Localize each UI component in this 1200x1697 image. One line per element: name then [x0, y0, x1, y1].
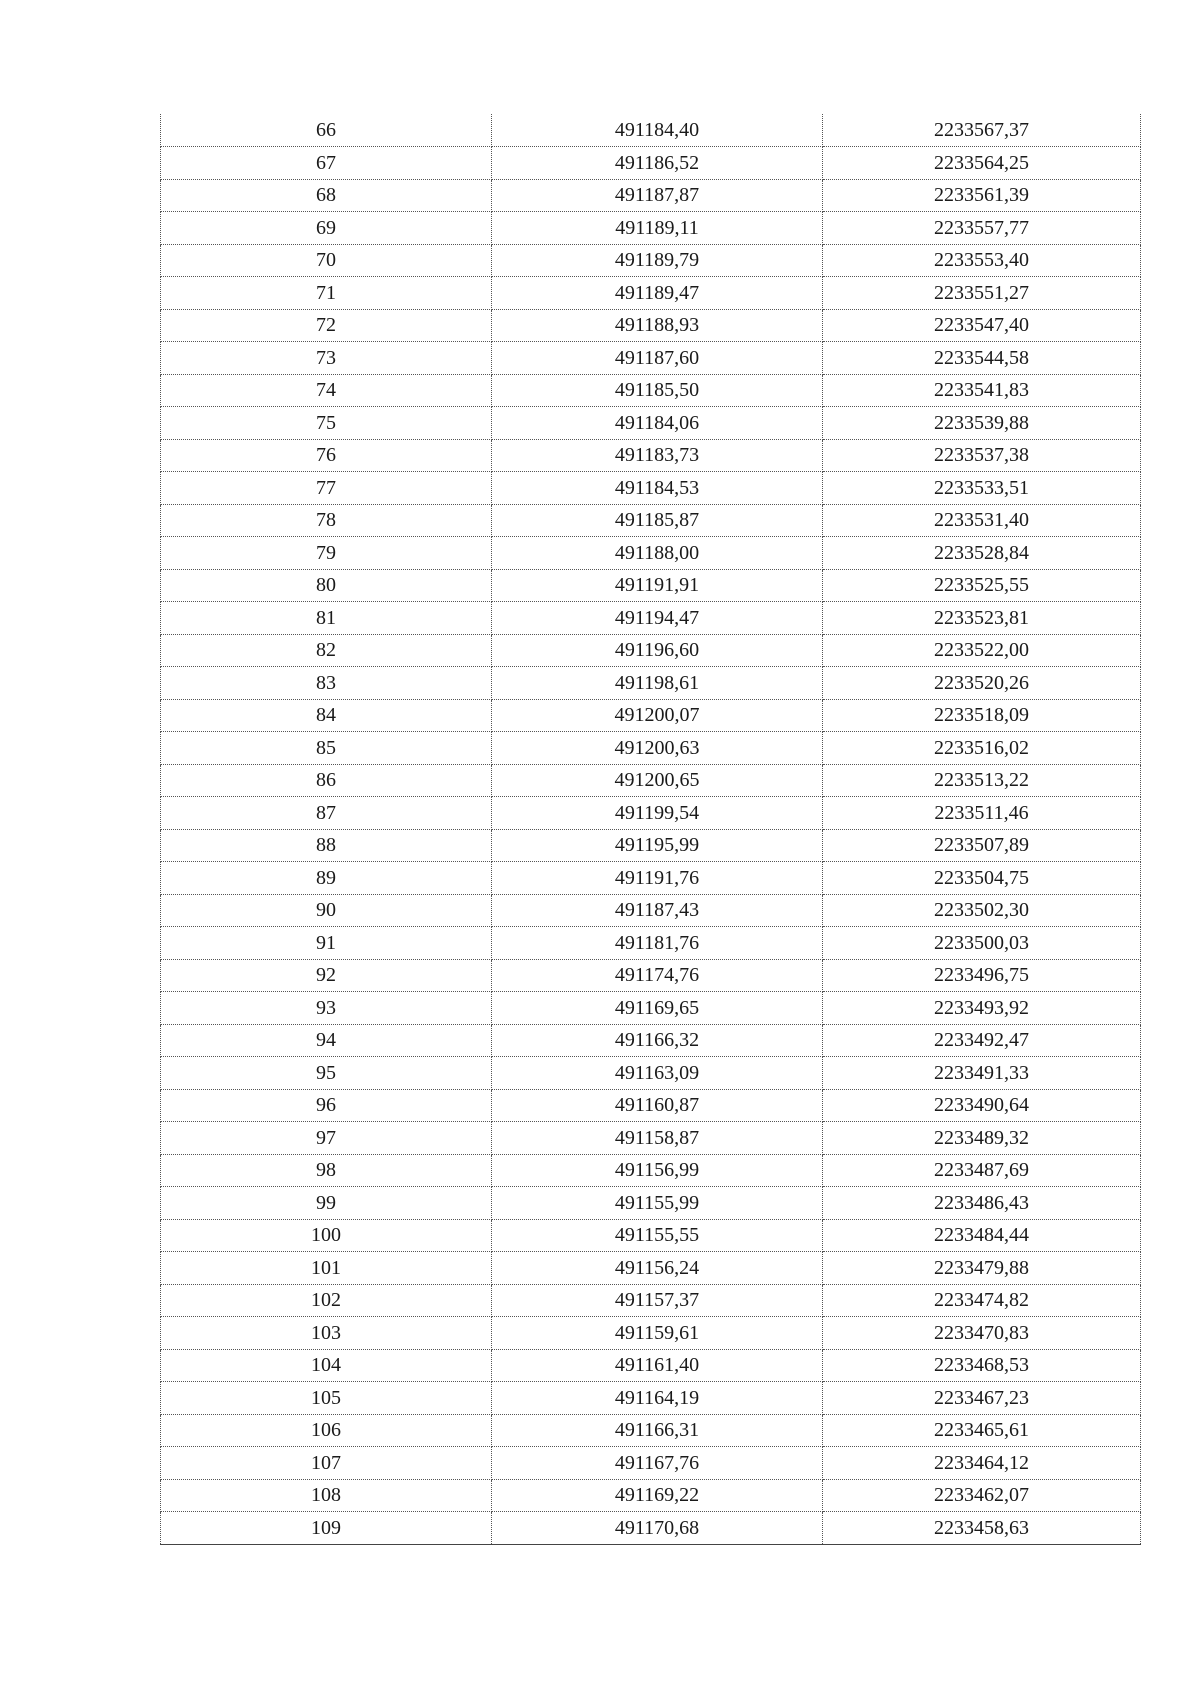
table-row: [161, 1447, 1141, 1480]
point-number-cell: 91: [161, 927, 492, 960]
table-row: [161, 992, 1141, 1025]
table-row: [161, 1089, 1141, 1122]
y-coordinate-cell: 2233487,69: [823, 1154, 1141, 1187]
x-coordinate-cell: 491189,47: [492, 277, 823, 310]
x-coordinate-cell: 491160,87: [492, 1089, 823, 1122]
table-row: [161, 244, 1141, 277]
table-row: [161, 1382, 1141, 1415]
y-coordinate-cell: 2233516,02: [823, 732, 1141, 765]
point-number-cell: 72: [161, 309, 492, 342]
point-number-cell: 74: [161, 374, 492, 407]
point-number-cell: 87: [161, 797, 492, 830]
point-number-cell: 76: [161, 439, 492, 472]
x-coordinate-cell: 491200,07: [492, 699, 823, 732]
point-number-cell: 89: [161, 862, 492, 895]
x-coordinate-cell: 491156,24: [492, 1252, 823, 1285]
table-row: [161, 959, 1141, 992]
x-coordinate-cell: 491187,60: [492, 342, 823, 375]
y-coordinate-cell: 2233557,77: [823, 212, 1141, 245]
x-coordinate-cell: 491199,54: [492, 797, 823, 830]
y-coordinate-cell: 2233492,47: [823, 1024, 1141, 1057]
y-coordinate-cell: 2233511,46: [823, 797, 1141, 830]
y-coordinate-cell: 2233539,88: [823, 407, 1141, 440]
x-coordinate-cell: 491174,76: [492, 959, 823, 992]
point-number-cell: 104: [161, 1349, 492, 1382]
point-number-cell: 85: [161, 732, 492, 765]
coordinates-table-body: [161, 114, 1141, 1544]
x-coordinate-cell: 491185,50: [492, 374, 823, 407]
y-coordinate-cell: 2233547,40: [823, 309, 1141, 342]
x-coordinate-cell: 491184,53: [492, 472, 823, 505]
x-coordinate-cell: 491170,68: [492, 1512, 823, 1545]
x-coordinate-cell: 491195,99: [492, 829, 823, 862]
y-coordinate-cell: 2233491,33: [823, 1057, 1141, 1090]
point-number-cell: 83: [161, 667, 492, 700]
table-row: [161, 1317, 1141, 1350]
x-coordinate-cell: 491191,76: [492, 862, 823, 895]
point-number-cell: 66: [161, 114, 492, 147]
x-coordinate-cell: 491189,79: [492, 244, 823, 277]
x-coordinate-cell: 491158,87: [492, 1122, 823, 1155]
point-number-cell: 73: [161, 342, 492, 375]
table-row: [161, 797, 1141, 830]
point-number-cell: 93: [161, 992, 492, 1025]
x-coordinate-cell: 491157,37: [492, 1284, 823, 1317]
y-coordinate-cell: 2233518,09: [823, 699, 1141, 732]
y-coordinate-cell: 2233537,38: [823, 439, 1141, 472]
point-number-cell: 80: [161, 569, 492, 602]
x-coordinate-cell: 491187,87: [492, 179, 823, 212]
point-number-cell: 79: [161, 537, 492, 570]
y-coordinate-cell: 2233462,07: [823, 1479, 1141, 1512]
y-coordinate-cell: 2233474,82: [823, 1284, 1141, 1317]
point-number-cell: 70: [161, 244, 492, 277]
y-coordinate-cell: 2233544,58: [823, 342, 1141, 375]
x-coordinate-cell: 491184,40: [492, 114, 823, 147]
x-coordinate-cell: 491191,91: [492, 569, 823, 602]
table-row: [161, 894, 1141, 927]
point-number-cell: 67: [161, 147, 492, 180]
y-coordinate-cell: 2233502,30: [823, 894, 1141, 927]
point-number-cell: 88: [161, 829, 492, 862]
y-coordinate-cell: 2233522,00: [823, 634, 1141, 667]
point-number-cell: 107: [161, 1447, 492, 1480]
table-row: [161, 1512, 1141, 1545]
y-coordinate-cell: 2233493,92: [823, 992, 1141, 1025]
x-coordinate-cell: 491188,00: [492, 537, 823, 570]
y-coordinate-cell: 2233561,39: [823, 179, 1141, 212]
x-coordinate-cell: 491181,76: [492, 927, 823, 960]
table-row: [161, 699, 1141, 732]
y-coordinate-cell: 2233528,84: [823, 537, 1141, 570]
y-coordinate-cell: 2233489,32: [823, 1122, 1141, 1155]
table-row: [161, 504, 1141, 537]
point-number-cell: 101: [161, 1252, 492, 1285]
table-row: [161, 927, 1141, 960]
x-coordinate-cell: 491161,40: [492, 1349, 823, 1382]
table-row: [161, 309, 1141, 342]
x-coordinate-cell: 491184,06: [492, 407, 823, 440]
table-row: [161, 1187, 1141, 1220]
table-row: [161, 374, 1141, 407]
table-row: [161, 667, 1141, 700]
x-coordinate-cell: 491155,99: [492, 1187, 823, 1220]
table-row: [161, 1349, 1141, 1382]
table-row: [161, 147, 1141, 180]
table-row: [161, 1219, 1141, 1252]
y-coordinate-cell: 2233484,44: [823, 1219, 1141, 1252]
table-row: [161, 277, 1141, 310]
table-row: [161, 472, 1141, 505]
point-number-cell: 90: [161, 894, 492, 927]
y-coordinate-cell: 2233523,81: [823, 602, 1141, 635]
x-coordinate-cell: 491189,11: [492, 212, 823, 245]
y-coordinate-cell: 2233479,88: [823, 1252, 1141, 1285]
y-coordinate-cell: 2233468,53: [823, 1349, 1141, 1382]
x-coordinate-cell: 491156,99: [492, 1154, 823, 1187]
y-coordinate-cell: 2233567,37: [823, 114, 1141, 147]
table-row: [161, 407, 1141, 440]
y-coordinate-cell: 2233507,89: [823, 829, 1141, 862]
table-row: [161, 179, 1141, 212]
y-coordinate-cell: 2233541,83: [823, 374, 1141, 407]
point-number-cell: 105: [161, 1382, 492, 1415]
y-coordinate-cell: 2233470,83: [823, 1317, 1141, 1350]
point-number-cell: 75: [161, 407, 492, 440]
point-number-cell: 84: [161, 699, 492, 732]
table-row: [161, 1284, 1141, 1317]
y-coordinate-cell: 2233513,22: [823, 764, 1141, 797]
point-number-cell: 95: [161, 1057, 492, 1090]
y-coordinate-cell: 2233465,61: [823, 1414, 1141, 1447]
point-number-cell: 106: [161, 1414, 492, 1447]
point-number-cell: 97: [161, 1122, 492, 1155]
point-number-cell: 77: [161, 472, 492, 505]
y-coordinate-cell: 2233504,75: [823, 862, 1141, 895]
table-row: [161, 212, 1141, 245]
y-coordinate-cell: 2233486,43: [823, 1187, 1141, 1220]
x-coordinate-cell: 491167,76: [492, 1447, 823, 1480]
point-number-cell: 92: [161, 959, 492, 992]
table-row: [161, 1122, 1141, 1155]
y-coordinate-cell: 2233533,51: [823, 472, 1141, 505]
point-number-cell: 78: [161, 504, 492, 537]
x-coordinate-cell: 491166,32: [492, 1024, 823, 1057]
y-coordinate-cell: 2233531,40: [823, 504, 1141, 537]
table-row: [161, 342, 1141, 375]
x-coordinate-cell: 491155,55: [492, 1219, 823, 1252]
x-coordinate-cell: 491159,61: [492, 1317, 823, 1350]
point-number-cell: 82: [161, 634, 492, 667]
x-coordinate-cell: 491186,52: [492, 147, 823, 180]
x-coordinate-cell: 491164,19: [492, 1382, 823, 1415]
table-row: [161, 1252, 1141, 1285]
y-coordinate-cell: 2233490,64: [823, 1089, 1141, 1122]
table-row: [161, 1024, 1141, 1057]
x-coordinate-cell: 491194,47: [492, 602, 823, 635]
point-number-cell: 108: [161, 1479, 492, 1512]
table-row: [161, 602, 1141, 635]
y-coordinate-cell: 2233464,12: [823, 1447, 1141, 1480]
point-number-cell: 103: [161, 1317, 492, 1350]
x-coordinate-cell: 491163,09: [492, 1057, 823, 1090]
table-row: [161, 1057, 1141, 1090]
table-row: [161, 1479, 1141, 1512]
x-coordinate-cell: 491185,87: [492, 504, 823, 537]
coordinates-table: [160, 114, 1141, 1545]
point-number-cell: 71: [161, 277, 492, 310]
table-row: [161, 732, 1141, 765]
point-number-cell: 69: [161, 212, 492, 245]
y-coordinate-cell: 2233553,40: [823, 244, 1141, 277]
table-row: [161, 537, 1141, 570]
point-number-cell: 99: [161, 1187, 492, 1220]
y-coordinate-cell: 2233525,55: [823, 569, 1141, 602]
table-row: [161, 569, 1141, 602]
table-row: [161, 114, 1141, 147]
table-row: [161, 764, 1141, 797]
point-number-cell: 98: [161, 1154, 492, 1187]
x-coordinate-cell: 491183,73: [492, 439, 823, 472]
x-coordinate-cell: 491196,60: [492, 634, 823, 667]
x-coordinate-cell: 491169,65: [492, 992, 823, 1025]
y-coordinate-cell: 2233458,63: [823, 1512, 1141, 1545]
x-coordinate-cell: 491166,31: [492, 1414, 823, 1447]
x-coordinate-cell: 491200,65: [492, 764, 823, 797]
table-row: [161, 1154, 1141, 1187]
y-coordinate-cell: 2233500,03: [823, 927, 1141, 960]
point-number-cell: 81: [161, 602, 492, 635]
table-row: [161, 1414, 1141, 1447]
point-number-cell: 100: [161, 1219, 492, 1252]
point-number-cell: 109: [161, 1512, 492, 1545]
y-coordinate-cell: 2233496,75: [823, 959, 1141, 992]
table-row: [161, 634, 1141, 667]
x-coordinate-cell: 491198,61: [492, 667, 823, 700]
point-number-cell: 96: [161, 1089, 492, 1122]
y-coordinate-cell: 2233564,25: [823, 147, 1141, 180]
table-row: [161, 439, 1141, 472]
point-number-cell: 68: [161, 179, 492, 212]
x-coordinate-cell: 491169,22: [492, 1479, 823, 1512]
point-number-cell: 94: [161, 1024, 492, 1057]
table-row: [161, 862, 1141, 895]
y-coordinate-cell: 2233520,26: [823, 667, 1141, 700]
x-coordinate-cell: 491188,93: [492, 309, 823, 342]
x-coordinate-cell: 491187,43: [492, 894, 823, 927]
x-coordinate-cell: 491200,63: [492, 732, 823, 765]
point-number-cell: 102: [161, 1284, 492, 1317]
table-row: [161, 829, 1141, 862]
y-coordinate-cell: 2233467,23: [823, 1382, 1141, 1415]
y-coordinate-cell: 2233551,27: [823, 277, 1141, 310]
point-number-cell: 86: [161, 764, 492, 797]
